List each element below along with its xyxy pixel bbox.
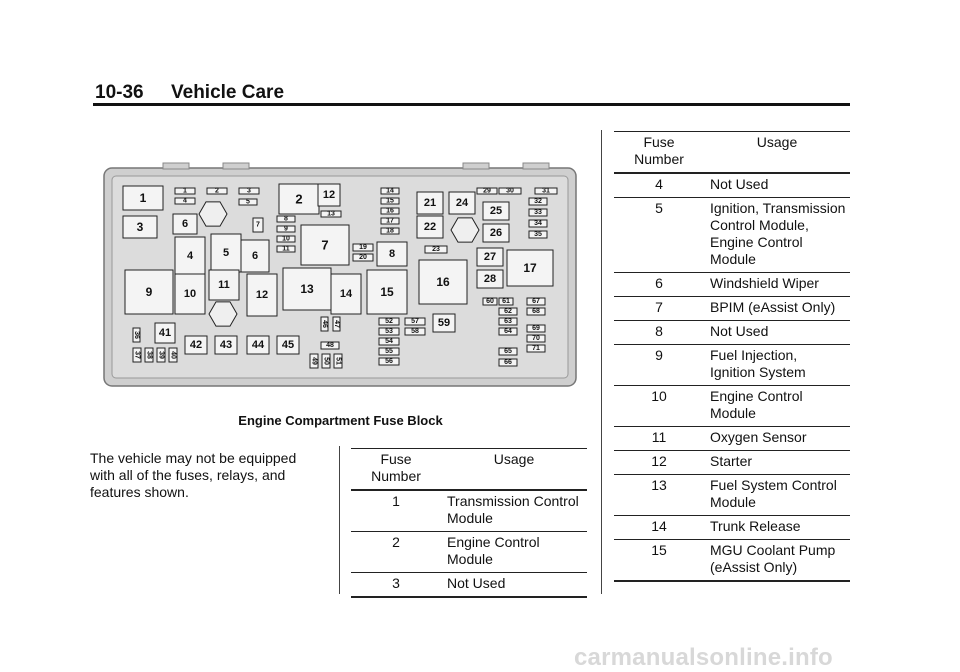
- fuse-label-16: 16: [386, 207, 394, 215]
- figure-caption: Engine Compartment Fuse Block: [238, 413, 443, 428]
- fuse-label-71: 71: [532, 345, 540, 352]
- fuse-number: 12: [614, 451, 704, 475]
- fuse-usage: Fuel Injection, Ignition System: [704, 345, 850, 386]
- fuse-number: 7: [614, 297, 704, 321]
- fuse-label-34: 34: [534, 220, 542, 227]
- housing-tab: [523, 163, 549, 169]
- fuse-label-37: 37: [133, 351, 141, 359]
- fuse-label-17: 17: [523, 261, 537, 275]
- fuse-label-45: 45: [281, 339, 295, 351]
- column-divider-right: [601, 130, 602, 594]
- fuse-number: 11: [614, 427, 704, 451]
- fuse-row: [614, 345, 850, 386]
- housing-tab: [463, 163, 489, 169]
- fuse-usage: MGU Coolant Pump (eAssist Only): [704, 540, 850, 582]
- fuse-number: 14: [614, 516, 704, 540]
- fuse-label-36: 36: [133, 331, 140, 339]
- fuse-label-54: 54: [385, 338, 393, 345]
- fuse-label-4: 4: [186, 250, 194, 262]
- fuse-label-69: 69: [532, 325, 540, 332]
- fuse-label-38: 38: [145, 351, 153, 359]
- fuse-label-63: 63: [504, 318, 512, 325]
- fuse-usage: Engine Control Module: [704, 386, 850, 427]
- fuse-number: 6: [614, 273, 704, 297]
- fuse-label-29: 29: [483, 187, 491, 195]
- fuse-label-30: 30: [506, 187, 514, 195]
- fuse-label-33: 33: [534, 209, 542, 216]
- header-fuse-number: Fuse Number: [614, 132, 704, 174]
- fuse-label-13: 13: [300, 282, 314, 296]
- fuse-usage: Windshield Wiper: [704, 273, 850, 297]
- fuse-label-25: 25: [489, 205, 503, 217]
- fuse-number: 10: [614, 386, 704, 427]
- fuse-label-70: 70: [532, 335, 540, 342]
- fuse-label-15: 15: [386, 197, 394, 205]
- column-divider-left: [339, 446, 340, 594]
- fuse-number: 13: [614, 475, 704, 516]
- fuse-label-21: 21: [423, 197, 437, 209]
- fuse-label-7: 7: [256, 221, 260, 229]
- fuse-label-31: 31: [542, 187, 550, 195]
- fuse-label-3: 3: [247, 187, 251, 195]
- fuse-label-32: 32: [534, 198, 542, 205]
- fuse-label-8: 8: [284, 215, 288, 223]
- fuse-number: 2: [351, 532, 441, 573]
- fuse-usage: Ignition, Transmission Control Module, Engine Control Module: [704, 198, 850, 273]
- fuse-label-64: 64: [504, 328, 512, 335]
- fuse-label-46: 46: [321, 320, 328, 328]
- fuse-label-27: 27: [483, 251, 497, 263]
- fuse-label-61: 61: [502, 298, 510, 305]
- fuse-label-6: 6: [251, 250, 259, 262]
- fuse-number: 1: [351, 490, 441, 532]
- housing-tab: [223, 163, 249, 169]
- fuse-number: 3: [351, 573, 441, 598]
- fuse-label-10: 10: [282, 235, 290, 243]
- fuse-label-67: 67: [532, 298, 540, 305]
- housing-tab: [163, 163, 189, 169]
- header-usage: Usage: [704, 132, 850, 174]
- fuse-label-15: 15: [380, 285, 394, 299]
- fuse-label-10: 10: [183, 288, 197, 300]
- fuse-label-68: 68: [532, 308, 540, 315]
- fuse-label-50: 50: [322, 357, 330, 365]
- fuse-label-12: 12: [255, 289, 269, 301]
- fuse-number: 4: [614, 173, 704, 198]
- fuse-label-49: 49: [310, 357, 318, 365]
- fuse-label-19: 19: [359, 244, 367, 251]
- fuse-row: [614, 451, 850, 475]
- fuse-number: 5: [614, 198, 704, 273]
- fuse-label-66: 66: [504, 359, 512, 366]
- fuse-label-20: 20: [359, 254, 367, 261]
- fuse-row: [614, 173, 850, 198]
- fuse-label-11: 11: [218, 279, 230, 291]
- fuse-label-2: 2: [215, 187, 219, 195]
- fuse-row: [614, 321, 850, 345]
- fuse-label-9: 9: [284, 225, 288, 233]
- fuse-label-53: 53: [385, 328, 393, 335]
- fuse-label-47: 47: [333, 320, 340, 328]
- fuse-label-1: 1: [139, 191, 147, 205]
- page-header: [95, 82, 285, 104]
- fuse-label-22: 22: [423, 221, 437, 233]
- header-fuse-number: Fuse Number: [351, 449, 441, 491]
- fuse-row: [351, 573, 587, 598]
- fuse-label-41: 41: [158, 327, 172, 339]
- fuse-row: [614, 516, 850, 540]
- fuse-label-8: 8: [388, 248, 396, 260]
- watermark: carmanualsonline.info: [574, 644, 833, 671]
- fuse-label-60: 60: [486, 298, 494, 305]
- fuse-label-48: 48: [326, 342, 334, 349]
- fuse-rows: [351, 490, 587, 597]
- section-title: Vehicle Care: [171, 82, 285, 103]
- fuse-label-24: 24: [455, 197, 469, 209]
- fuse-label-59: 59: [437, 317, 451, 329]
- fuse-usage: Not Used: [441, 573, 587, 598]
- fuse-label-17: 17: [386, 217, 394, 225]
- fuse-usage: Transmission Control Module: [441, 490, 587, 532]
- fuse-row: [614, 427, 850, 451]
- fuse-usage: Engine Control Module: [441, 532, 587, 573]
- fuse-label-58: 58: [411, 328, 419, 335]
- fuse-label-65: 65: [504, 348, 512, 355]
- fuse-label-44: 44: [251, 339, 265, 351]
- fuse-label-40: 40: [169, 351, 177, 359]
- fuse-label-14: 14: [386, 187, 394, 195]
- fuse-table-right: [614, 131, 850, 582]
- header-rule: [93, 103, 850, 106]
- fuse-label-18: 18: [386, 227, 394, 235]
- fuse-label-9: 9: [145, 285, 153, 299]
- fuse-label-51: 51: [334, 357, 342, 365]
- fuse-number: 9: [614, 345, 704, 386]
- fuse-label-35: 35: [534, 231, 542, 238]
- equipment-note: The vehicle may not be equipped with all of the fuses, relays, and features shown.: [90, 450, 297, 500]
- fuse-row: [614, 386, 850, 427]
- fuse-row: [614, 297, 850, 321]
- fuse-label-4: 4: [183, 197, 187, 205]
- fuse-usage: BPIM (eAssist Only): [704, 297, 850, 321]
- fuse-label-11: 11: [282, 245, 290, 253]
- fuse-table-left: [351, 448, 587, 598]
- fuse-row: [614, 540, 850, 582]
- fuse-label-13: 13: [327, 210, 335, 218]
- fuse-label-57: 57: [411, 318, 419, 325]
- fuse-rows: [614, 173, 850, 581]
- fuse-usage: Starter: [704, 451, 850, 475]
- fuse-label-16: 16: [436, 275, 450, 289]
- fuse-label-39: 39: [157, 351, 165, 359]
- fuse-block-diagram: [103, 162, 578, 390]
- page-number: 10-36: [95, 82, 144, 103]
- fuse-label-2: 2: [295, 191, 303, 207]
- header-usage: Usage: [441, 449, 587, 491]
- fuse-label-26: 26: [489, 227, 503, 239]
- fuse-usage: Oxygen Sensor: [704, 427, 850, 451]
- fuse-label-23: 23: [432, 246, 440, 253]
- fuse-label-52: 52: [385, 318, 393, 325]
- fuse-label-6: 6: [181, 218, 189, 230]
- fuse-label-28: 28: [483, 273, 497, 285]
- fuse-usage: Trunk Release: [704, 516, 850, 540]
- fuse-label-3: 3: [136, 220, 144, 234]
- fuse-row: [614, 475, 850, 516]
- fuse-label-43: 43: [219, 339, 233, 351]
- fuse-label-12: 12: [322, 189, 336, 201]
- fuse-label-1: 1: [183, 187, 187, 195]
- fuse-block-svg: [103, 162, 578, 390]
- fuse-usage: Fuel System Control Module: [704, 475, 850, 516]
- fuse-row: [351, 490, 587, 532]
- fuse-row: [614, 273, 850, 297]
- fuse-usage: Not Used: [704, 321, 850, 345]
- fuse-label-42: 42: [189, 339, 203, 351]
- fuse-number: 15: [614, 540, 704, 582]
- fuse-label-5: 5: [222, 247, 230, 259]
- fuse-label-62: 62: [504, 308, 512, 315]
- fuse-label-14: 14: [339, 288, 353, 300]
- fuse-usage: Not Used: [704, 173, 850, 198]
- fuse-number: 8: [614, 321, 704, 345]
- fuse-label-56: 56: [385, 358, 393, 365]
- fuse-row: [614, 198, 850, 273]
- fuse-label-55: 55: [385, 348, 393, 355]
- fuse-label-5: 5: [246, 198, 250, 206]
- fuse-label-7: 7: [321, 237, 329, 253]
- fuse-row: [351, 532, 587, 573]
